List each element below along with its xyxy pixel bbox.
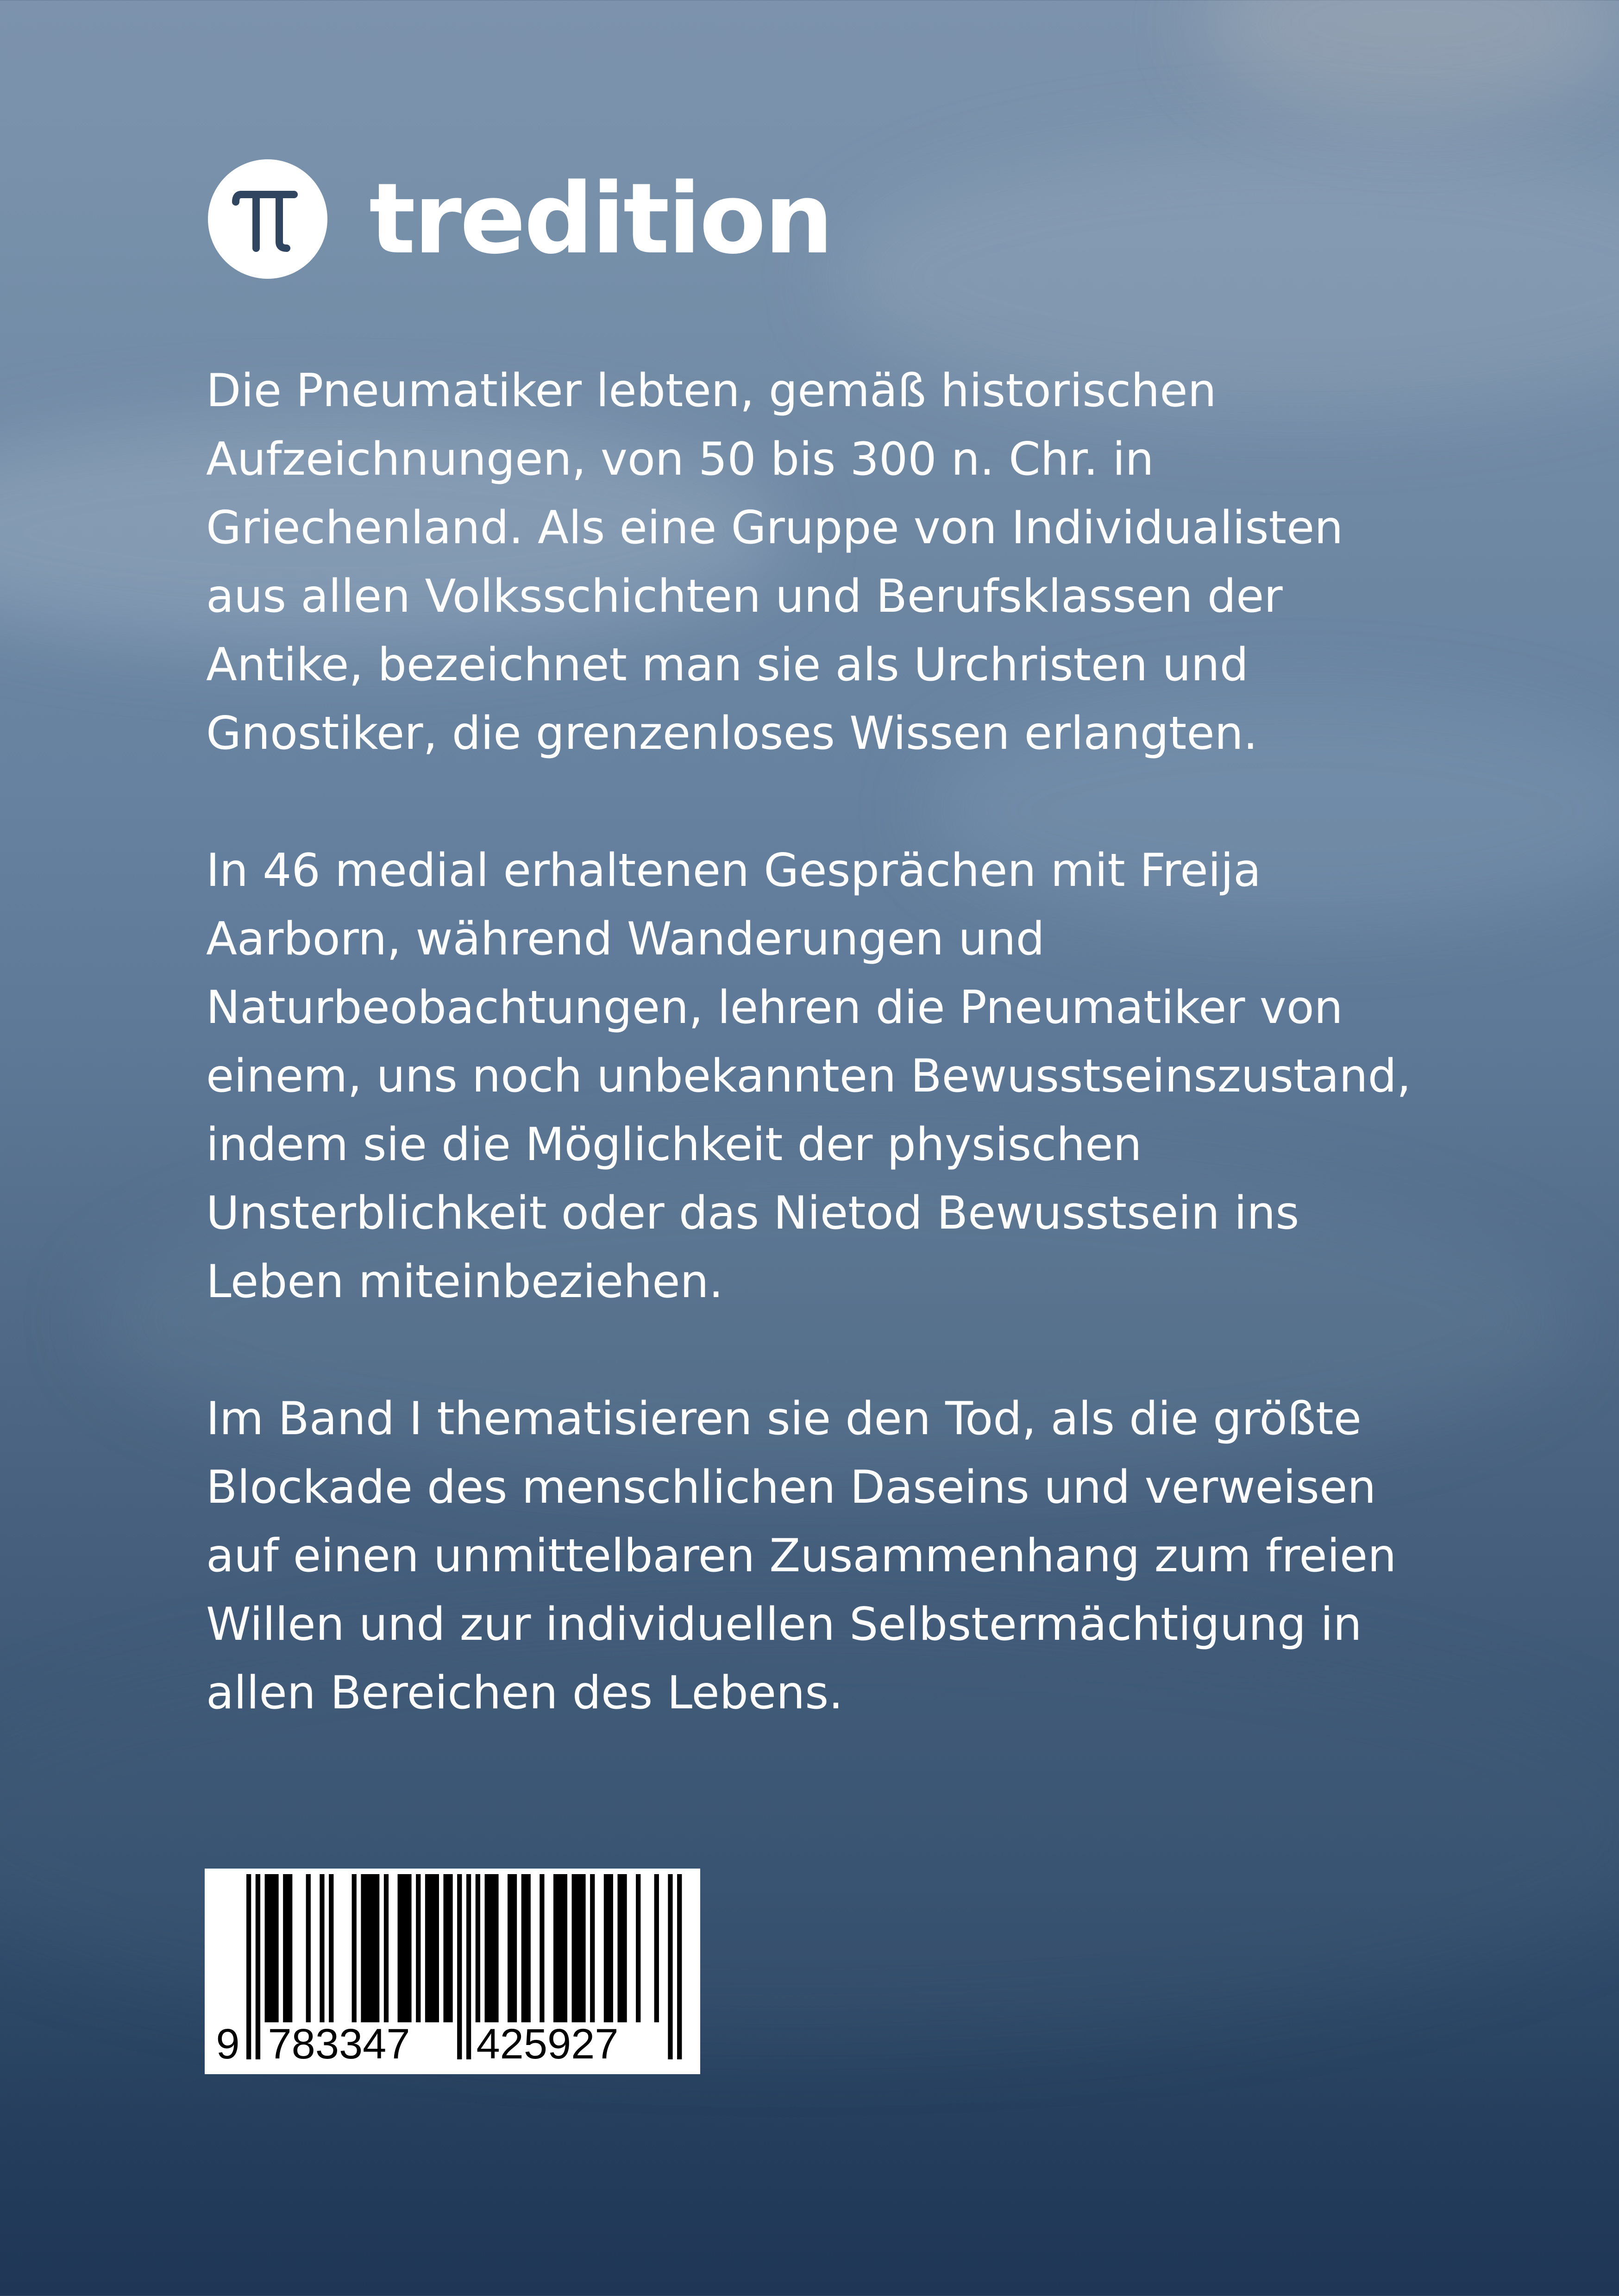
barcode-bar xyxy=(430,1874,434,2022)
tredition-logo-icon xyxy=(208,159,327,279)
barcode-bar xyxy=(609,1874,613,2022)
barcode-bar xyxy=(443,1874,448,2022)
barcode-bar xyxy=(526,1874,531,2022)
barcode-bar xyxy=(563,1874,567,2022)
barcode-bar xyxy=(636,1874,640,2022)
barcode-bar xyxy=(668,1874,672,2059)
barcode-bar xyxy=(457,1874,462,2059)
barcode-bar xyxy=(521,1874,526,2022)
barcode-bar xyxy=(269,1874,274,2022)
barcode-bar xyxy=(402,1874,407,2022)
barcode-left-digits: 783347 xyxy=(268,2020,410,2068)
barcode-bar xyxy=(434,1874,439,2022)
barcode-bar xyxy=(576,1874,581,2022)
barcode-bar xyxy=(370,1874,375,2022)
barcode-bar xyxy=(617,1874,622,2022)
barcode-bar xyxy=(654,1874,659,2022)
barcode-right-digits: 425927 xyxy=(476,2020,619,2068)
barcode-bar xyxy=(581,1874,585,2022)
barcode-bar xyxy=(407,1874,411,2022)
barcode-bar xyxy=(512,1874,517,2022)
barcode-bar xyxy=(540,1874,544,2022)
background-cloud xyxy=(1204,0,1619,116)
publisher-logo xyxy=(208,158,832,280)
blurb-paragraph: Im Band I thematisieren sie den Tod, als die größte Blockade des menschlichen Daseins und verweisen auf einen unmittelbaren Zusammenhang zum freien Willen und zur individuellen Selbstermächtigung in allen Bereichen des Lebens. xyxy=(206,1393,1397,1719)
barcode-bar xyxy=(375,1874,379,2022)
barcode-bar xyxy=(553,1874,558,2022)
barcode-bar xyxy=(274,1874,278,2022)
barcode-bar xyxy=(622,1874,627,2022)
barcode-bar xyxy=(489,1874,494,2022)
barcode-bar xyxy=(604,1874,609,2022)
barcode-bar xyxy=(265,1874,270,2022)
barcode-bar xyxy=(384,1874,389,2022)
barcode-bar xyxy=(476,1874,480,2022)
barcode-bar xyxy=(320,1874,324,2022)
barcode-bar xyxy=(416,1874,420,2022)
barcode-bar xyxy=(246,1874,251,2059)
blurb-paragraph: Die Pneumatiker lebten, gemäß historischen Aufzeichnungen, von 50 bis 300 n. Chr. in Griechenland. Als eine Gruppe von Individualisten aus allen Volksschichten und Berufsklassen der Antike, bezeichnet man sie als Urchristen und Gnostiker, die grenzenloses Wissen erlangten. xyxy=(206,364,1343,760)
barcode-bar xyxy=(365,1874,370,2022)
barcode-bar xyxy=(288,1874,292,2022)
barcode-bar xyxy=(485,1874,489,2022)
barcode-bar xyxy=(306,1874,311,2022)
isbn-barcode xyxy=(205,1869,700,2074)
barcode-bar xyxy=(494,1874,498,2022)
publisher-name: tredition xyxy=(369,162,832,276)
barcode-bar xyxy=(466,1874,471,2059)
barcode-bar xyxy=(448,1874,452,2022)
barcode-prefix-digit: 9 xyxy=(216,2020,240,2068)
back-cover-blurb xyxy=(206,357,1429,1796)
blurb-paragraph: In 46 medial erhaltenen Gesprächen mit Freija Aarborn, während Wanderungen und Naturbeobachtungen, lehren die Pneumatiker von einem, uns noch unbekannten Bewusstseinszustand, indem sie die Möglichkeit der physischen Unsterblichkeit oder das Nietod Bewusstsein ins Leben miteinbeziehen. xyxy=(206,844,1411,1308)
barcode-bar xyxy=(283,1874,288,2022)
barcode-bar xyxy=(677,1874,682,2059)
barcode-bar xyxy=(352,1874,357,2022)
barcode-bar xyxy=(256,1874,260,2059)
barcode-bar xyxy=(558,1874,563,2022)
barcode-bar xyxy=(425,1874,430,2022)
barcode-bar xyxy=(329,1874,333,2022)
barcode-bar xyxy=(398,1874,402,2022)
barcode-bar xyxy=(572,1874,577,2022)
barcode-bar xyxy=(508,1874,512,2022)
barcode-bar xyxy=(590,1874,595,2022)
barcode-bar xyxy=(361,1874,365,2022)
